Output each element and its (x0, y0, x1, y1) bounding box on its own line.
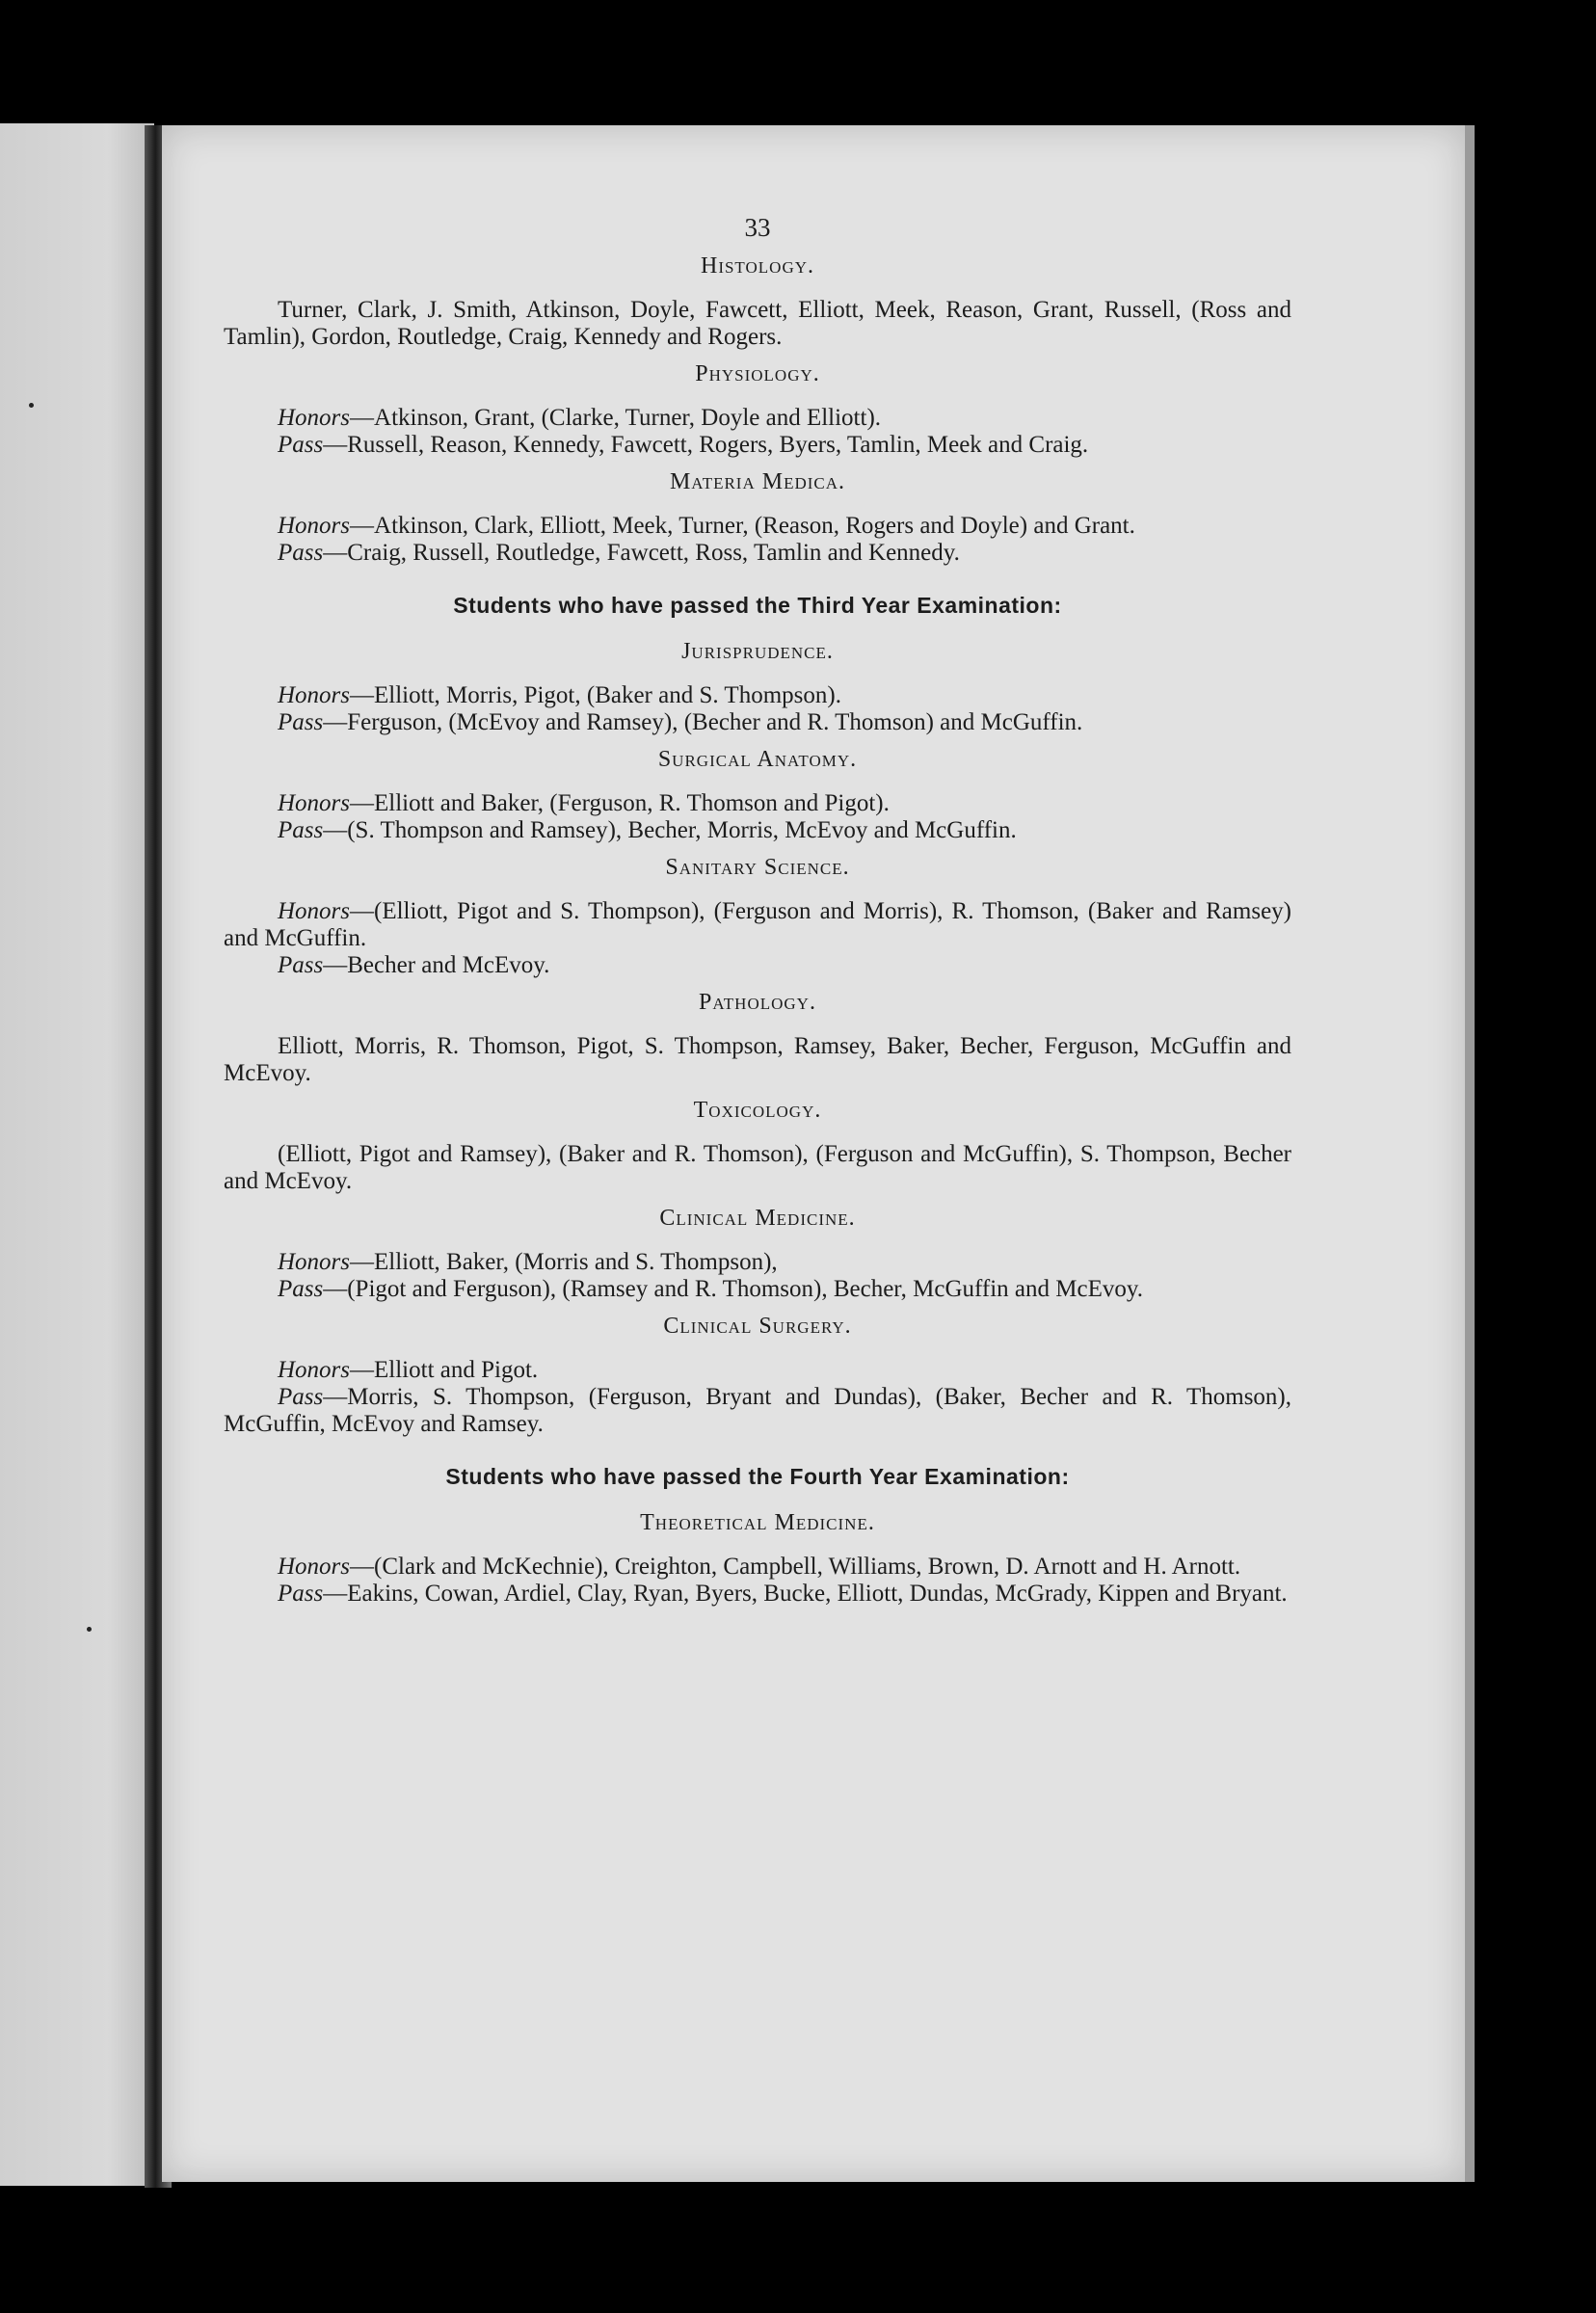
physiology-honors (224, 405, 1291, 432)
page-number: 33 (744, 213, 771, 242)
jurisprudence-honors (224, 682, 1291, 709)
pass-label: Pass (278, 1581, 324, 1607)
section-title-surgical-anatomy: Surgical Anatomy. (657, 747, 858, 772)
honors-label: Honors (278, 1249, 351, 1275)
honors-names: —Elliott, Morris, Pigot, (Baker and S. Thompson). (350, 682, 841, 708)
pass-label: Pass (278, 1384, 324, 1410)
pass-label: Pass (278, 540, 324, 566)
heading-fourth-year: Students who have passed the Fourth Year Examination: (445, 1464, 1070, 1489)
pass-names: —Eakins, Cowan, Ardiel, Clay, Ryan, Byers, Bucke, Elliott, Dundas, McGrady, Kippen and Bryant. (323, 1581, 1288, 1607)
section-title-materia-medica: Materia Medica. (669, 469, 846, 494)
pass-label: Pass (278, 952, 324, 978)
materia-medica-pass (224, 540, 1291, 567)
page-content (224, 214, 1291, 1608)
honors-names: —Elliott and Pigot. (350, 1357, 539, 1383)
pass-names: —Craig, Russell, Routledge, Fawcett, Ross, Tamlin and Kennedy. (323, 540, 960, 566)
pass-names: —Russell, Reason, Kennedy, Fawcett, Rogers, Byers, Tamlin, Meek and Craig. (323, 432, 1089, 458)
section-title-pathology: Pathology. (699, 990, 816, 1015)
clinical-surgery-pass (224, 1384, 1291, 1438)
section-title-sanitary-science: Sanitary Science. (665, 855, 850, 880)
left-page-edge (0, 123, 154, 2186)
section-title-toxicology: Toxicology. (693, 1098, 822, 1123)
theoretical-medicine-honors (224, 1554, 1291, 1581)
histology-list: Turner, Clark, J. Smith, Atkinson, Doyle, Fawcett, Elliott, Meek, Reason, Grant, Russell, (Ross and Tamlin), Gordon, Routledge, Craig, Kennedy and Rogers. (224, 297, 1291, 350)
surgical-anatomy-pass (224, 817, 1291, 844)
clinical-medicine-pass (224, 1276, 1291, 1303)
sanitary-science-pass (224, 952, 1291, 979)
pass-names: —Ferguson, (McEvoy and Ramsey), (Becher and R. Thomson) and McGuffin. (323, 709, 1083, 735)
pass-label: Pass (278, 817, 324, 843)
honors-names: —(Clark and McKechnie), Creighton, Campbell, Williams, Brown, D. Arnott and H. Arnott. (350, 1554, 1241, 1580)
pass-names: —(S. Thompson and Ramsey), Becher, Morris, McEvoy and McGuffin. (323, 817, 1017, 843)
honors-label: Honors (278, 513, 351, 539)
section-title-theoretical-medicine: Theoretical Medicine. (640, 1510, 875, 1535)
sanitary-science-honors (224, 898, 1291, 952)
honors-names: —Atkinson, Clark, Elliott, Meek, Turner, (Reason, Rogers and Doyle) and Grant. (350, 513, 1135, 539)
pass-label: Pass (278, 432, 324, 458)
clinical-surgery-honors (224, 1357, 1291, 1384)
materia-medica-honors (224, 513, 1291, 540)
physiology-pass (224, 432, 1291, 459)
section-title-clinical-medicine: Clinical Medicine. (659, 1206, 856, 1231)
section-title-histology: Histology. (700, 253, 815, 279)
surgical-anatomy-honors (224, 790, 1291, 817)
honors-names: —Elliott, Baker, (Morris and S. Thompson), (350, 1249, 778, 1275)
honors-names: —Elliott and Baker, (Ferguson, R. Thomson and Pigot). (350, 790, 890, 816)
pass-names: —Becher and McEvoy. (323, 952, 550, 978)
toxicology-list: (Elliott, Pigot and Ramsey), (Baker and R. Thomson), (Ferguson and McGuffin), S. Thompson, Becher and McEvoy. (224, 1141, 1291, 1194)
pass-label: Pass (278, 1276, 324, 1302)
honors-label: Honors (278, 898, 351, 924)
pass-names: —(Pigot and Ferguson), (Ramsey and R. Thomson), Becher, McGuffin and McEvoy. (323, 1276, 1143, 1302)
speck (29, 403, 34, 408)
pathology-list: Elliott, Morris, R. Thomson, Pigot, S. Thompson, Ramsey, Baker, Becher, Ferguson, McGuffin and McEvoy. (224, 1033, 1291, 1086)
theoretical-medicine-pass (224, 1581, 1291, 1608)
speck (87, 1627, 92, 1632)
section-title-jurisprudence: Jurisprudence. (681, 639, 834, 664)
honors-label: Honors (278, 1357, 351, 1383)
honors-names: —(Elliott, Pigot and S. Thompson), (Ferguson and Morris), R. Thomson, (Baker and Ramsey) and McGuffin. (224, 898, 1291, 951)
honors-label: Honors (278, 1554, 351, 1580)
pass-names: —Morris, S. Thompson, (Ferguson, Bryant and Dundas), (Baker, Becher and R. Thomson), McGuffin, McEvoy and Ramsey. (224, 1384, 1291, 1437)
clinical-medicine-honors (224, 1249, 1291, 1276)
honors-names: —Atkinson, Grant, (Clarke, Turner, Doyle and Elliott). (350, 405, 882, 431)
honors-label: Honors (278, 405, 351, 431)
pass-label: Pass (278, 709, 324, 735)
jurisprudence-pass (224, 709, 1291, 736)
heading-third-year: Students who have passed the Third Year Examination: (453, 593, 1062, 618)
section-title-physiology: Physiology. (695, 361, 820, 386)
honors-label: Honors (278, 790, 351, 816)
section-title-clinical-surgery: Clinical Surgery. (663, 1314, 852, 1339)
honors-label: Honors (278, 682, 351, 708)
